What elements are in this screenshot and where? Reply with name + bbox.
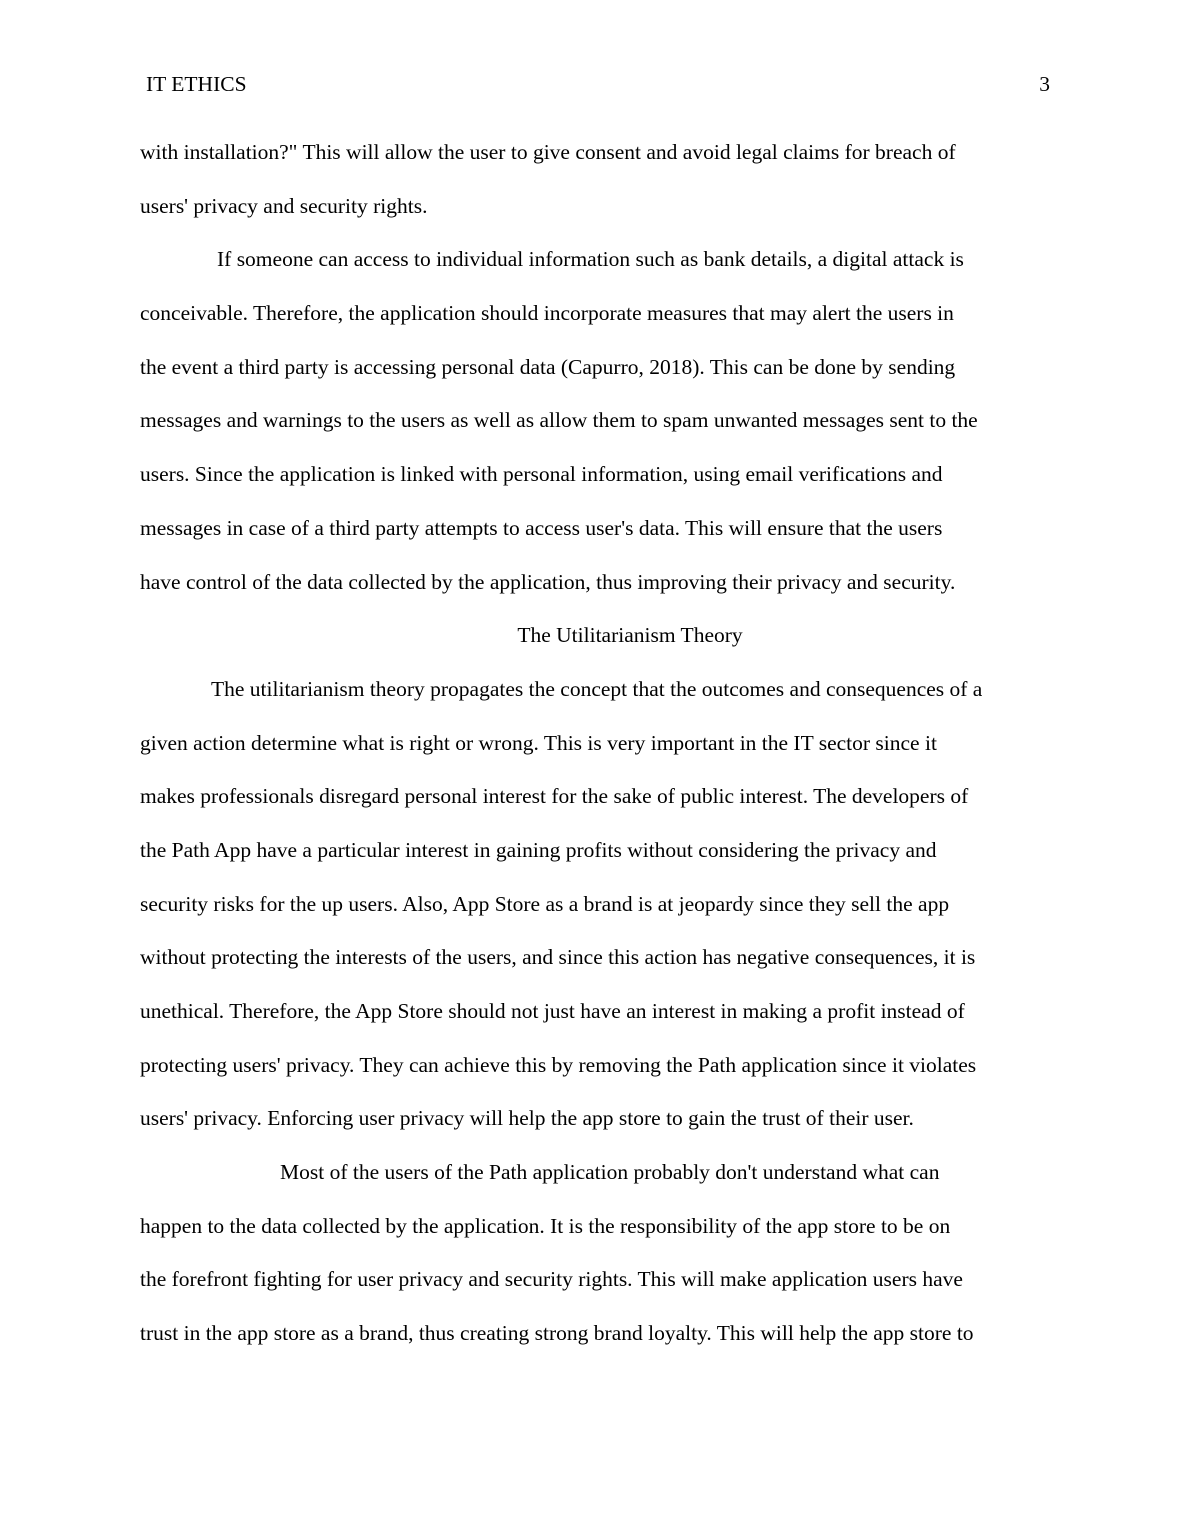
text-line: given action determine what is right or wrong. This is very important in the IT sector since it — [140, 730, 937, 755]
text-line: makes professionals disregard personal interest for the sake of public interest. The developers of — [140, 784, 969, 809]
text-line: users' privacy and security rights. — [140, 193, 428, 218]
page-number: 3 — [1039, 72, 1050, 96]
paragraph-first-line: The utilitarianism theory propagates the concept that the outcomes and consequences of a — [211, 676, 983, 701]
text-line: the Path App have a particular interest in gaining profits without considering the privacy and — [140, 837, 937, 862]
section-heading: The Utilitarianism Theory — [517, 623, 743, 648]
text-line: messages in case of a third party attempts to access user's data. This will ensure that the users — [140, 515, 943, 540]
text-line: the forefront fighting for user privacy and security rights. This will make application users have — [140, 1267, 963, 1292]
body-text — [140, 126, 1060, 1361]
running-head: IT ETHICS — [146, 72, 247, 96]
text-line: unethical. Therefore, the App Store should not just have an interest in making a profit instead of — [140, 999, 965, 1023]
paragraph-first-line: Most of the users of the Path application probably don't understand what can — [280, 1160, 940, 1185]
text-line: without protecting the interests of the users, and since this action has negative consequences, it is — [140, 945, 976, 970]
text-line: happen to the data collected by the application. It is the responsibility of the app store to be on — [140, 1213, 951, 1238]
text-line: trust in the app store as a brand, thus creating strong brand loyalty. This will help the app store to — [140, 1321, 974, 1346]
text-line: with installation?" This will allow the user to give consent and avoid legal claims for breach of — [140, 140, 956, 164]
paragraph-first-line: If someone can access to individual information such as bank details, a digital attack is — [217, 247, 964, 272]
text-line: the event a third party is accessing personal data (Capurro, 2018). This can be done by sending — [140, 354, 956, 379]
text-line: conceivable. Therefore, the application should incorporate measures that may alert the users in — [140, 301, 954, 326]
text-line: protecting users' privacy. They can achieve this by removing the Path application since it violates — [140, 1052, 977, 1077]
text-line: have control of the data collected by the application, thus improving their privacy and security. — [140, 569, 956, 594]
text-line: security risks for the up users. Also, App Store as a brand is at jeopardy since they sell the app — [140, 891, 950, 916]
text-line: messages and warnings to the users as well as allow them to spam unwanted messages sent to the — [140, 408, 978, 433]
text-line: users. Since the application is linked with personal information, using email verifications and — [140, 462, 943, 487]
text-line: users' privacy. Enforcing user privacy will help the app store to gain the trust of their user. — [140, 1106, 914, 1131]
